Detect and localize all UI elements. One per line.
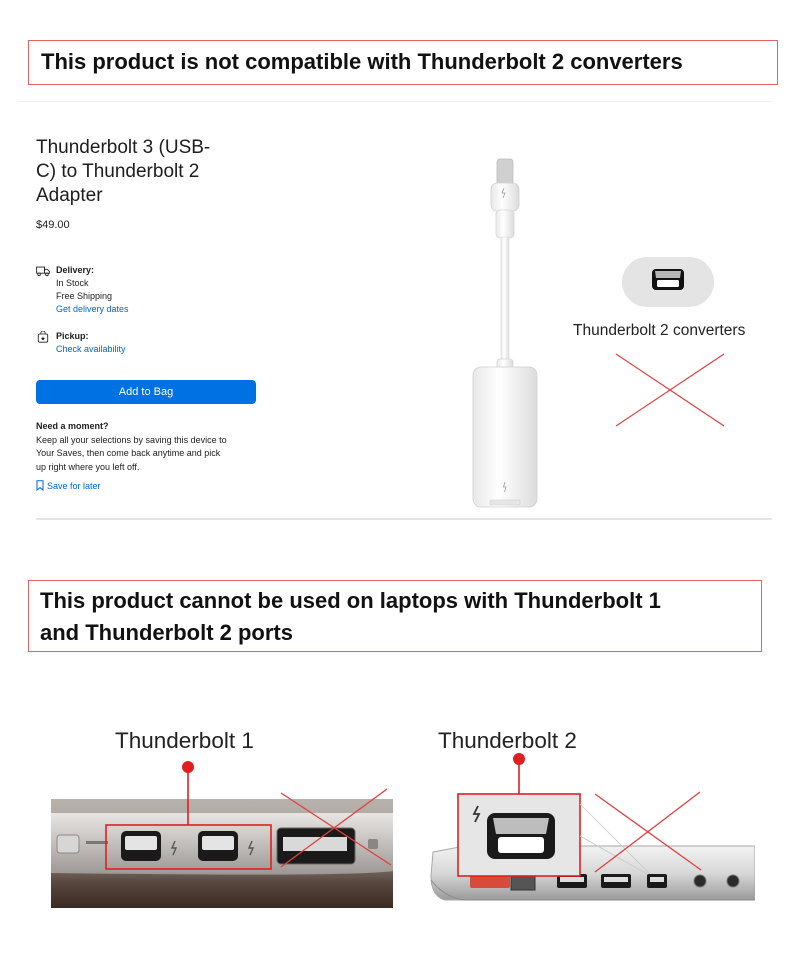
product-price: $49.00 xyxy=(36,219,70,231)
product-panel-bottom-border xyxy=(36,518,772,520)
thunderbolt-1-laptop-photo xyxy=(51,753,393,908)
thunderbolt-1-label: Thunderbolt 1 xyxy=(115,728,254,753)
laptop-compatibility-notice xyxy=(28,580,762,652)
add-to-bag-button[interactable]: Add to Bag xyxy=(36,380,256,404)
save-moment-info xyxy=(36,420,251,474)
thunderbolt-2-laptop-photo xyxy=(425,750,755,912)
check-availability-link[interactable]: Check availability xyxy=(56,344,126,354)
thunderbolt-2-label: Thunderbolt 2 xyxy=(438,728,577,753)
adapter-image xyxy=(460,155,550,510)
product-panel xyxy=(36,112,772,522)
converter-label: Thunderbolt 2 converters xyxy=(573,322,746,339)
pickup-label: Pickup: xyxy=(56,331,89,341)
truck-icon xyxy=(36,265,50,277)
delivery-shipping: Free Shipping xyxy=(56,291,113,301)
product-title-line-1: Thunderbolt 3 (USB- xyxy=(36,137,211,158)
moment-line-1: Keep all your selections by saving this device to xyxy=(36,434,227,445)
converter-compatibility-notice xyxy=(28,40,778,85)
product-title xyxy=(36,136,256,208)
save-for-later-link[interactable] xyxy=(36,480,101,491)
store-bag-icon xyxy=(36,331,50,343)
laptop-notice-line-2: and Thunderbolt 2 ports xyxy=(40,620,293,645)
get-delivery-dates-link[interactable]: Get delivery dates xyxy=(56,304,129,314)
delivery-label: Delivery: xyxy=(56,265,95,275)
bookmark-icon xyxy=(36,480,44,491)
moment-line-3: up right where you left off. xyxy=(36,461,140,472)
laptop-notice-line-1: This product cannot be used on laptops with Thunderbolt 1 xyxy=(40,588,661,613)
divider xyxy=(18,101,772,102)
product-title-line-3: Adapter xyxy=(36,185,103,206)
thunderbolt-2-port-icon xyxy=(620,256,716,308)
converter-notice-text: This product is not compatible with Thunderbolt 2 converters xyxy=(41,49,683,74)
delivery-stock: In Stock xyxy=(56,278,89,288)
save-for-later-label: Save for later xyxy=(47,481,101,491)
product-title-line-2: C) to Thunderbolt 2 xyxy=(36,161,200,182)
incompatible-cross-icon xyxy=(612,350,728,430)
moment-heading: Need a moment? xyxy=(36,421,109,431)
moment-line-2: Your Saves, then come back anytime and pick xyxy=(36,448,221,458)
